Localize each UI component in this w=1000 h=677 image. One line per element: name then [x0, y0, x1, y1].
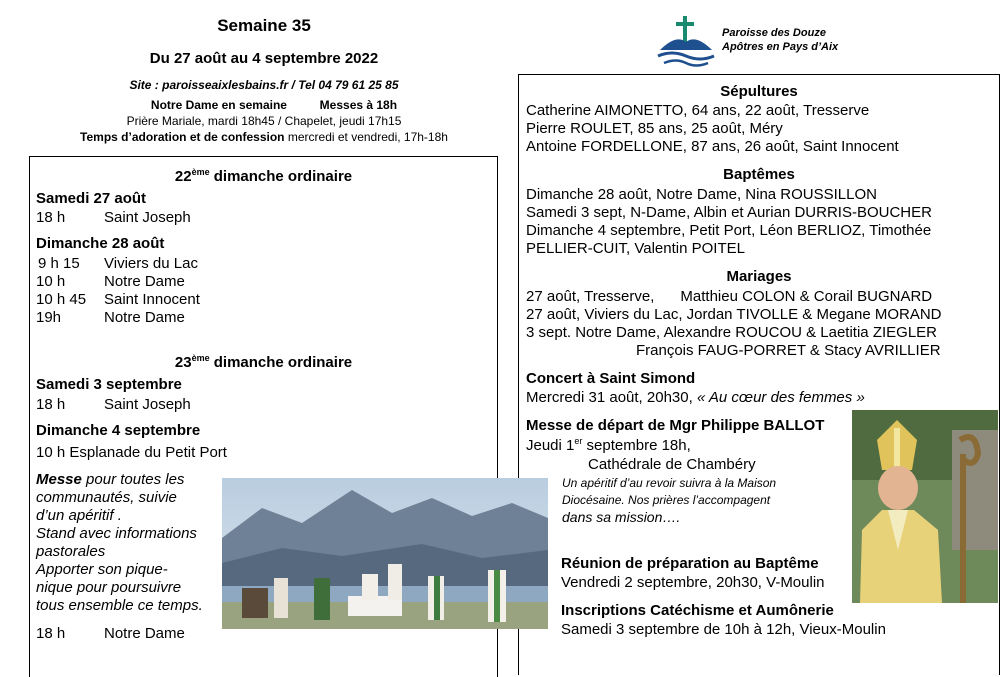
saturday-heading-1: Samedi 27 août — [36, 190, 147, 207]
mariage-place: 27 août, Tresserve, — [526, 288, 655, 305]
sepulture-item: Pierre ROULET, 85 ans, 25 août, Méry — [526, 120, 783, 137]
depart-prayer-2: dans sa mission…. — [562, 509, 681, 525]
adoration-label: Temps d’adoration et de confession — [80, 130, 285, 144]
mariage-item — [526, 288, 932, 305]
logo-line-1: Paroisse des Douze — [722, 27, 826, 39]
logo-line-2: Apôtres en Pays d’Aix — [722, 41, 839, 53]
date-range: Du 27 août au 4 septembre 2022 — [149, 50, 379, 67]
messes-time: Messes à 18h — [319, 98, 398, 112]
mariage-item: 3 sept. Notre Dame, Alexandre ROUCOU & Laetitia ZIEGLER — [526, 324, 937, 341]
concert-name: « Au cœur des femmes » — [696, 389, 865, 406]
messe-word: Messe — [36, 471, 82, 488]
time: 18 h — [36, 209, 66, 226]
mariage-item: François FAUG-PORRET & Stacy AVRILLIER — [636, 342, 941, 359]
mariage-item: 27 août, Viviers du Lac, Jordan TIVOLLE & Megane MORAND — [526, 306, 942, 323]
site-contact: Site : paroisseaixlesbains.fr / Tel 04 79 61 25 85 — [129, 78, 399, 92]
time: 9 h 15 — [38, 255, 80, 272]
place: Saint Innocent — [104, 291, 200, 308]
adoration-time: mercredi et vendredi, 17h-18h — [287, 130, 448, 144]
reunion-title: Réunion de préparation au Baptême — [561, 555, 819, 572]
depart-note: Un apéritif d’au revoir suivra à la Maison — [562, 476, 777, 490]
baptemes-title: Baptêmes — [723, 166, 795, 183]
bishop-photo — [852, 410, 998, 603]
depart-day: Jeudi 1 — [526, 437, 575, 454]
messe-line-7: tous ensemble ce temps. — [36, 597, 203, 614]
messe-note-line — [36, 471, 203, 489]
time: 19h — [36, 309, 62, 326]
week-title: Semaine 35 — [217, 16, 311, 35]
sunday-sup-2: ème — [191, 353, 210, 363]
sepulture-item: Antoine FORDELLONE, 87 ans, 26 août, Saint Innocent — [526, 138, 899, 155]
messe-line-3: Stand avec informations — [36, 525, 197, 542]
mariage-couple: Matthieu COLON & Corail BUGNARD — [680, 288, 933, 305]
depart-sup: er — [574, 436, 583, 446]
time: 18 h — [36, 625, 66, 642]
messe-line-0: pour toutes les — [81, 471, 185, 488]
sepulture-item: Catherine AIMONETTO, 64 ans, 22 août, Tresserve — [526, 102, 870, 119]
inscriptions-title: Inscriptions Catéchisme et Aumônerie — [561, 602, 834, 619]
sunday-heading-2 — [30, 353, 497, 371]
sepultures-title: Sépultures — [720, 83, 798, 100]
depart-prayer-text: Diocésaine. Nos prières l’accompagent — [562, 493, 771, 507]
sunday-label-2: dimanche ordinaire — [213, 354, 353, 371]
logo-text — [722, 26, 838, 54]
messe-line-4: pastorales — [36, 543, 106, 560]
place: Viviers du Lac — [104, 255, 198, 272]
lake-mass-image — [222, 478, 548, 629]
messe-note — [36, 471, 203, 615]
sunday-date-1: Dimanche 28 août — [36, 235, 165, 252]
place: Notre Dame — [104, 273, 185, 290]
place: Saint Joseph — [104, 396, 191, 413]
sunday-heading-1 — [30, 167, 497, 185]
adoration-line — [0, 130, 528, 144]
time: 18 h — [36, 396, 66, 413]
place: Saint Joseph — [104, 209, 191, 226]
reunion-line: Vendredi 2 septembre, 20h30, V-Moulin — [561, 574, 825, 591]
time: 10 h — [36, 273, 66, 290]
nd-semaine-label: Notre Dame en semaine — [150, 98, 287, 112]
depart-place: Cathédrale de Chambéry — [588, 456, 756, 473]
concert-title: Concert à Saint Simond — [526, 370, 696, 387]
bapteme-item: Samedi 3 sept, N-Dame, Albin et Aurian DURRIS-BOUCHER — [526, 204, 932, 221]
priere-mariale: Prière Mariale, mardi 18h45 / Chapelet, jeudi 17h15 — [126, 114, 402, 128]
cross-boat-icon — [656, 16, 722, 68]
bapteme-item: Dimanche 28 août, Notre Dame, Nina ROUSSILLON — [526, 186, 877, 203]
weekday-masses — [0, 98, 548, 112]
sunday-label-1: dimanche ordinaire — [213, 168, 353, 185]
inscriptions-line: Samedi 3 septembre de 10h à 12h, Vieux-Moulin — [561, 621, 886, 638]
messe-line-2: d’un apéritif . — [36, 507, 122, 524]
sunday-sup-1: ème — [191, 167, 210, 177]
bishop-portrait-image — [852, 410, 998, 603]
messe-line-6: nique pour poursuivre — [36, 579, 182, 596]
messe-line-1: communautés, suivie — [36, 489, 177, 506]
outdoor-mass-photo — [222, 478, 548, 629]
place: Notre Dame — [104, 309, 185, 326]
messe-line-5: Apporter son pique- — [36, 561, 168, 578]
sunday-num-2: 23 — [174, 354, 192, 371]
saturday-heading-2: Samedi 3 septembre — [36, 376, 182, 393]
depart-prayer-1 — [562, 491, 770, 507]
mariages-title: Mariages — [726, 268, 792, 285]
place: Notre Dame — [104, 625, 185, 642]
depart-date — [526, 436, 691, 454]
concert-line — [526, 389, 865, 406]
esplanade-line: 10 h Esplanade du Petit Port — [36, 444, 227, 461]
sunday-num-1: 22 — [174, 168, 192, 185]
depart-title: Messe de départ de Mgr Philippe BALLOT — [526, 417, 825, 434]
concert-date: Mercredi 31 août, 20h30, — [526, 389, 697, 406]
time: 10 h 45 — [36, 291, 87, 308]
depart-time: septembre 18h, — [582, 437, 691, 454]
bapteme-item: PELLIER-CUIT, Valentin POITEL — [526, 240, 745, 257]
bapteme-item: Dimanche 4 septembre, Petit Port, Léon BERLIOZ, Timothée — [526, 222, 932, 239]
sunday-date-2: Dimanche 4 septembre — [36, 422, 201, 439]
